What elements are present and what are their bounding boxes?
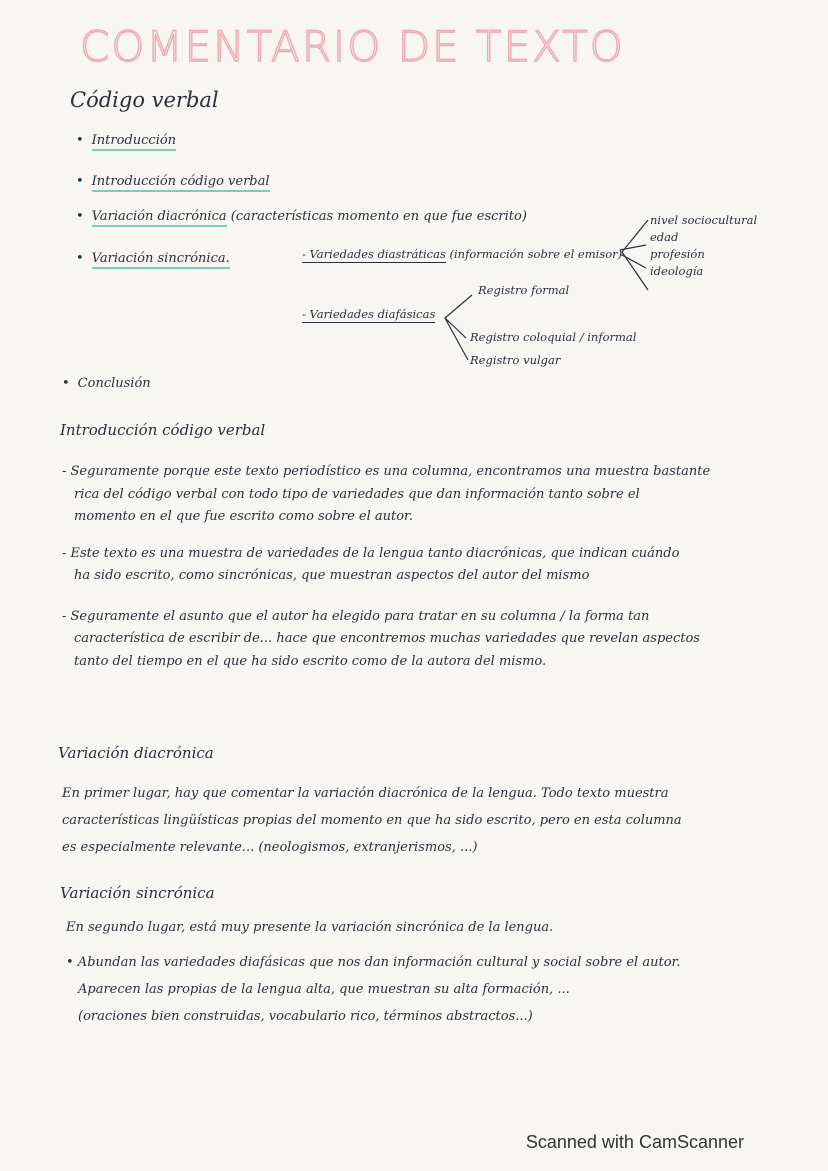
outline-item-diacronica: • Variación diacrónica (características momento en que fue escrito) (76, 209, 527, 224)
diacronica-note: (características momento en que fue escrito) (230, 209, 527, 224)
text-line: • Abundan las variedades diafásicas que nos dan información cultural y social sobre el autor. (66, 955, 681, 970)
text-line: (oraciones bien construidas, vocabulario rico, términos abstractos...) (78, 1009, 533, 1024)
outline-heading: Código verbal (70, 88, 219, 112)
text-line: - Seguramente el asunto que el autor ha elegido para tratar en su columna / la forma tan (62, 608, 650, 624)
section-heading-intro: Introducción código verbal (60, 421, 266, 439)
diafasicas-sub-item: Registro formal (478, 283, 570, 297)
diastraticas-label: - Variedades diastráticas (información sobre el emisor) (302, 247, 623, 261)
diastraticas-sub-item: edad (650, 230, 679, 244)
diastraticas-sub-item: ideología (650, 264, 704, 278)
section-body-diacronica (62, 780, 682, 861)
section-heading-sincronica: Variación sincrónica (60, 884, 215, 902)
scanner-watermark: Scanned with CamScanner (525, 1132, 744, 1152)
text-line: rica del código verbal con todo tipo de variedades que dan información tanto sobre el (74, 486, 640, 502)
outline-item-intro: • Introducción (76, 133, 176, 148)
section-body-intro (62, 461, 710, 673)
text-line: características lingüísticas propias del momento en que ha sido escrito, pero en esta columna (62, 813, 682, 828)
text-line: es especialmente relevante... (neologismos, extranjerismos, ...) (62, 840, 478, 855)
text-line: Aparecen las propias de la lengua alta, que muestran su alta formación, ... (78, 982, 570, 997)
diafasicas-sub-item: Registro vulgar (470, 353, 561, 367)
text-line: momento en el que fue escrito como sobre el autor. (74, 509, 413, 524)
text-line: En segundo lugar, está muy presente la variación sincrónica de la lengua. (66, 920, 554, 935)
text-line: ha sido escrito, como sincrónicas, que muestran aspectos del autor del mismo (74, 568, 590, 583)
text-line: característica de escribir de... hace que encontremos muchas variedades que revelan aspectos (74, 631, 700, 646)
diafasicas-label: - Variedades diafásicas (302, 307, 436, 321)
text-line: En primer lugar, hay que comentar la variación diacrónica de la lengua. Todo texto muestra (62, 786, 669, 801)
outline-item-conclusion: • Conclusión (62, 376, 151, 391)
outline-item-sincronica: • Variación sincrónica. (76, 251, 230, 266)
diastraticas-sub-item: profesión (650, 247, 705, 261)
text-line: tanto del tiempo en el que ha sido escrito como de la autora del mismo. (74, 653, 547, 669)
text-line: - Este texto es una muestra de variedades de la lengua tanto diacrónicas, que indican cuándo (62, 545, 680, 561)
page-title: COMENTARIO DE TEXTO (80, 22, 625, 71)
section-body-sincronica (66, 914, 680, 1030)
diastraticas-sub-item: nivel sociocultural (650, 213, 758, 227)
diafasicas-sub-item: Registro coloquial / informal (470, 330, 637, 344)
outline-item-intro-codigo: • Introducción código verbal (76, 174, 270, 189)
text-line: - Seguramente porque este texto periodístico es una columna, encontramos una muestra bastante (62, 464, 711, 479)
section-heading-diacronica: Variación diacrónica (58, 744, 214, 762)
